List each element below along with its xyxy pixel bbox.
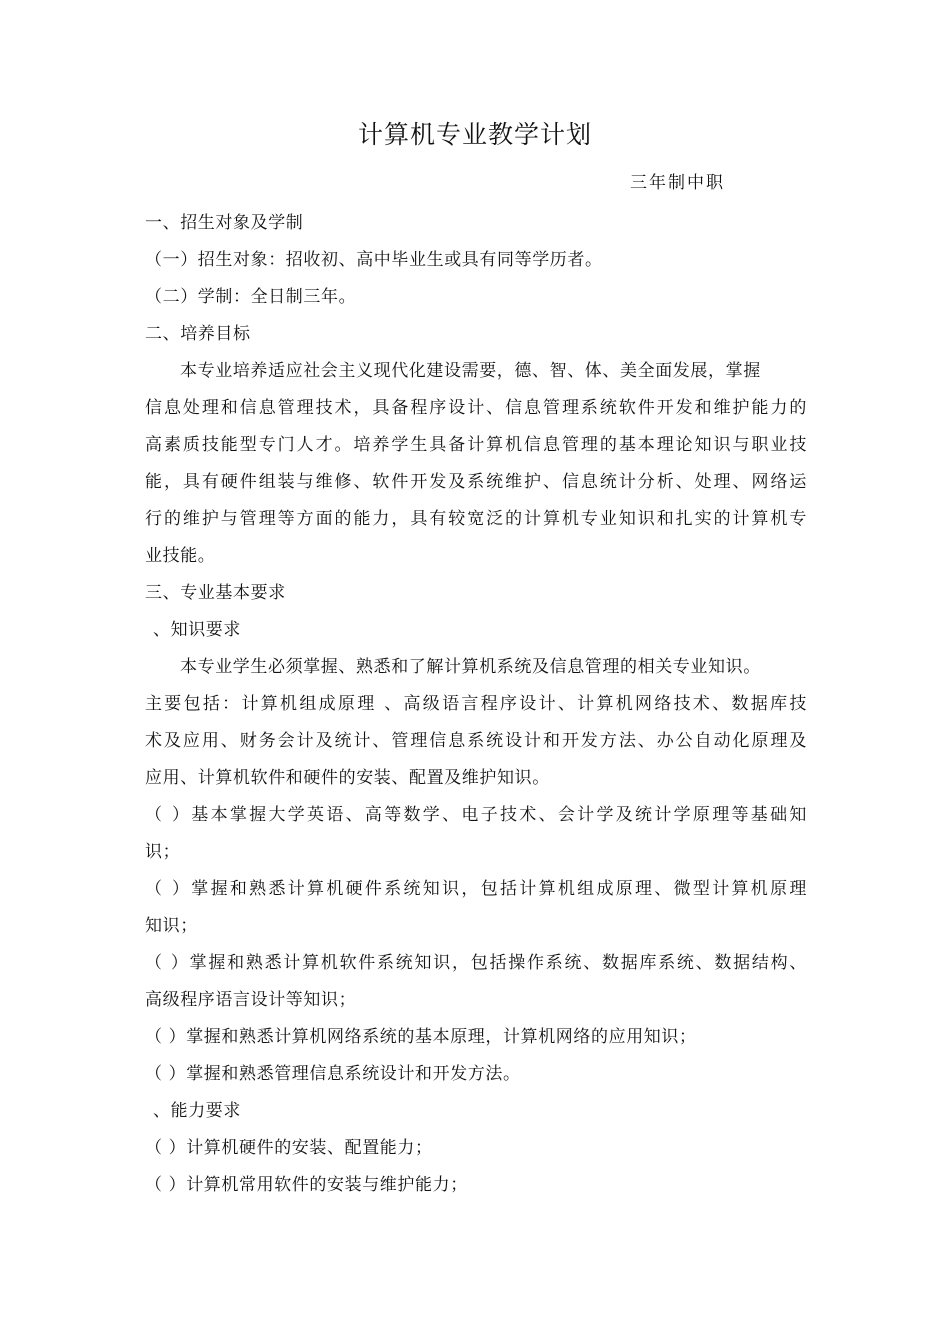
text-line: 识； — [145, 842, 181, 862]
text-line: 、知识要求 — [153, 620, 241, 640]
text-line: 行的维护与管理等方面的能力，具有较宽泛的计算机专业知识和扎实的计算机专 — [145, 509, 807, 529]
text-line: 业技能。 — [145, 546, 216, 566]
text-line: （ ）计算机常用软件的安装与维护能力； — [145, 1175, 468, 1195]
text-line: 术及应用、财务会计及统计、管理信息系统设计和开发方法、办公自动化原理及 — [145, 731, 807, 751]
text-line: 高级程序语言设计等知识； — [145, 990, 357, 1010]
text-line: （二）学制：全日制三年。 — [145, 287, 357, 307]
text-line: （ ）掌握和熟悉计算机硬件系统知识，包括计算机组成原理、微型计算机原理 — [145, 879, 807, 899]
text-line: 高素质技能型专门人才。培养学生具备计算机信息管理的基本理论知识与职业技 — [145, 435, 807, 455]
text-line: 本专业培养适应社会主义现代化建设需要，德、智、体、美全面发展，掌握 — [180, 361, 761, 381]
text-line: 能，具有硬件组装与维修、软件开发及系统维护、信息统计分析、处理、网络运 — [145, 472, 807, 492]
text-line: 、能力要求 — [153, 1101, 241, 1121]
text-line: （一）招生对象：招收初、高中毕业生或具有同等学历者。 — [145, 250, 603, 270]
text-line: 三、专业基本要求 — [145, 583, 286, 603]
text-line: 一、招生对象及学制 — [145, 213, 304, 233]
text-line: （ ）计算机硬件的安装、配置能力； — [145, 1138, 433, 1158]
document-title: 计算机专业教学计划 — [357, 120, 592, 149]
text-line: （ ）基本掌握大学英语、高等数学、电子技术、会计学及统计学原理等基础知 — [145, 805, 807, 825]
text-line: 主要包括：计算机组成原理 、高级语言程序设计、计算机网络技术、数据库技 — [145, 694, 807, 714]
text-line: （ ）掌握和熟悉管理信息系统设计和开发方法。 — [145, 1064, 521, 1084]
text-line: 信息处理和信息管理技术，具备程序设计、信息管理系统软件开发和维护能力的 — [145, 398, 807, 418]
document-subtitle: 三年制中职 — [630, 173, 725, 193]
text-line: 知识； — [145, 916, 198, 936]
text-line: 本专业学生必须掌握、熟悉和了解计算机系统及信息管理的相关专业知识。 — [180, 657, 761, 677]
text-line: 二、培养目标 — [145, 324, 251, 344]
text-line: 应用、计算机软件和硬件的安装、配置及维护知识。 — [145, 768, 550, 788]
document-body — [145, 205, 807, 1204]
text-line: （ ）掌握和熟悉计算机软件系统知识，包括操作系统、数据库系统、数据结构、 — [145, 953, 807, 973]
text-line: （ ）掌握和熟悉计算机网络系统的基本原理，计算机网络的应用知识； — [145, 1027, 697, 1047]
